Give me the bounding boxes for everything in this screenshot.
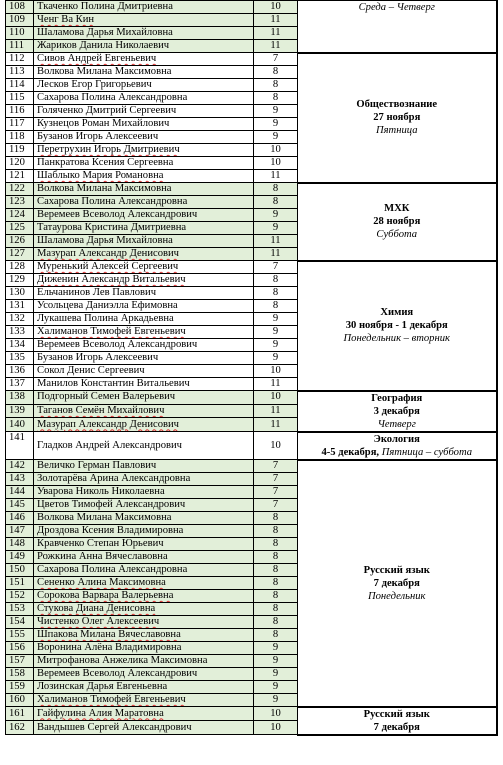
row-number: 154 [6,616,34,629]
student-name [34,14,254,27]
student-name [34,655,254,668]
student-name-text: Халиманов Тимофей Евгеньевич [37,326,186,337]
grade-cell: 7 [254,473,298,486]
olympiad-day: Понедельник [367,590,426,602]
student-name-text: Вандышев Сергей Александрович [37,721,192,733]
student-name [34,365,254,378]
row-number: 140 [6,418,34,432]
grade-cell: 8 [254,564,298,577]
row-number: 156 [6,642,34,655]
student-name-text: Цветов Тимофей Александрович [37,499,186,510]
student-name [34,222,254,235]
student-name-text: Гайфулина Алия Маратовна [37,707,164,719]
row-number: 141 [6,432,34,460]
grade-cell: 10 [254,432,298,460]
olympiad-info-geo [298,391,497,432]
student-name [34,378,254,391]
student-name-text: Величко Герман Павлович [37,460,157,471]
grade-cell: 8 [254,603,298,616]
grade-cell: 11 [254,378,298,391]
student-name-text: Рожкина Анна Вячеславовна [37,551,168,562]
olympiad-info-rus [298,460,497,707]
row-number: 159 [6,681,34,694]
student-name [34,499,254,512]
student-name-text: Лесков Егор Григорьевич [37,79,152,90]
student-name-text: Голяченко Дмитрий Сергеевич [37,105,177,116]
table-row [6,460,497,473]
student-name-text: Лукашева Полина Аркадьевна [37,313,174,324]
student-name [34,538,254,551]
student-name-text: Чистенко Олег Алексеевич [37,616,160,627]
grade-cell: 11 [254,170,298,183]
row-number: 109 [6,14,34,27]
student-name-text: Сененко Алина Максимовна [37,577,166,588]
student-name-text: Манилов Константин Витальевич [37,378,190,389]
row-number: 149 [6,551,34,564]
row-number: 131 [6,300,34,313]
student-name [34,183,254,196]
student-name-text: Ельчанинов Лев Павлович [37,287,157,298]
student-name-text: Шпакова Милана Вячеславовна [37,629,181,640]
row-number: 111 [6,40,34,53]
student-name [34,352,254,365]
olympiad-date: 7 декабря [373,577,420,589]
student-name [34,79,254,92]
table-row [6,183,497,196]
grade-cell: 9 [254,655,298,668]
student-name-text: Сорокова Варвара Валерьевна [37,590,174,601]
olympiad-day: Суббота [376,229,418,240]
grade-cell: 8 [254,525,298,538]
student-name [34,486,254,499]
row-number: 121 [6,170,34,183]
row-number: 144 [6,486,34,499]
student-name-text: Шаламова Дарья Михайловна [37,235,173,246]
olympiad-info-wed_thu [298,1,497,53]
student-name-text: Шаламова Дарья Михайловна [37,27,173,38]
olympiad-info-chem [298,261,497,391]
student-name-text: Сокол Денис Сергеевич [37,365,145,376]
student-name [34,53,254,66]
student-name [34,287,254,300]
student-name [34,694,254,707]
row-number: 128 [6,261,34,274]
student-name-text: Гладков Андрей Александрович [37,439,182,451]
grade-cell: 11 [254,404,298,418]
table-row [6,53,497,66]
grade-cell: 10 [254,1,298,14]
student-name [34,326,254,339]
grade-cell: 8 [254,274,298,287]
student-name-text: Кравченко Степан Юрьевич [37,538,164,549]
student-name [34,564,254,577]
student-name-text: Бузанов Игорь Алексеевич [37,352,159,363]
student-name [34,92,254,105]
grade-cell: 10 [254,157,298,170]
olympiad-date: 7 декабря [373,721,420,733]
grade-cell: 10 [254,721,298,735]
student-name-text: Жариков Данила Николаевич [37,40,170,51]
student-name [34,525,254,538]
student-name-text: Мазурап Александр Денисович [37,418,180,430]
grade-cell: 10 [254,391,298,405]
olympiad-date-line [302,446,492,459]
row-number: 150 [6,564,34,577]
row-number: 115 [6,92,34,105]
row-number: 130 [6,287,34,300]
student-name-text: Дроздова Ксения Владимировна [37,525,184,536]
student-name [34,577,254,590]
student-name-text: Золотарёва Арина Александровна [37,473,191,484]
student-name [34,707,254,721]
row-number: 143 [6,473,34,486]
row-number: 137 [6,378,34,391]
student-name [34,209,254,222]
student-name-text: Шаблыко Мария Романовна [37,170,164,181]
student-name [34,274,254,287]
olympiad-date: 30 ноября - 1 декабря [345,320,448,331]
student-name-text: Ченг Ва Кин [37,14,95,25]
row-number: 153 [6,603,34,616]
student-name [34,1,254,14]
table-row [6,707,497,721]
row-number: 151 [6,577,34,590]
table-row [6,1,497,14]
grade-cell: 8 [254,512,298,525]
row-number: 147 [6,525,34,538]
grade-cell: 10 [254,707,298,721]
olympiad-schedule-table [5,0,498,736]
grade-cell: 9 [254,352,298,365]
grade-cell: 7 [254,53,298,66]
row-number: 118 [6,131,34,144]
row-number: 110 [6,27,34,40]
student-name [34,339,254,352]
student-name [34,603,254,616]
student-name-text: Веремеев Всеволод Александрович [37,209,198,220]
student-name-text: Муренький Алексей Сергеевич [37,261,179,272]
row-number: 158 [6,668,34,681]
grade-cell: 11 [254,248,298,261]
student-name [34,418,254,432]
grade-cell: 9 [254,105,298,118]
student-name-text: Панкратова Ксения Сергеевна [37,157,174,168]
student-name [34,460,254,473]
row-number: 139 [6,404,34,418]
student-name [34,616,254,629]
grade-cell: 9 [254,222,298,235]
student-name-text: Лозинская Дарья Евгеньевна [37,681,168,692]
olympiad-subject: Русский язык [363,564,430,576]
olympiad-date: 28 ноября [373,216,421,227]
grade-cell: 8 [254,629,298,642]
grade-cell: 11 [254,235,298,248]
row-number: 119 [6,144,34,157]
student-name-text: Веремеев Всеволод Александрович [37,668,198,679]
grade-cell: 9 [254,339,298,352]
row-number: 113 [6,66,34,79]
row-number: 162 [6,721,34,735]
student-name [34,170,254,183]
olympiad-subject: Экология [373,433,420,445]
row-number: 127 [6,248,34,261]
table-row [6,432,497,460]
grade-cell: 11 [254,14,298,27]
grade-cell: 8 [254,551,298,564]
student-name-text: Веремеев Всеволод Александрович [37,339,198,350]
row-number: 145 [6,499,34,512]
grade-cell: 9 [254,131,298,144]
student-name-text: Усольцева Даниэлла Ефимовна [37,300,178,311]
grade-cell: 8 [254,300,298,313]
row-number: 148 [6,538,34,551]
schedule-body [6,1,497,735]
olympiad-day: Четверг [377,418,416,430]
grade-cell: 8 [254,66,298,79]
grade-cell: 10 [254,144,298,157]
row-number: 125 [6,222,34,235]
row-number: 160 [6,694,34,707]
student-name [34,261,254,274]
student-name [34,668,254,681]
student-name-text: Сивов Андрей Евгеньевич [37,53,157,64]
olympiad-info-mhk [298,183,497,261]
olympiad-day: Понедельник – вторник [343,333,450,344]
olympiad-info-social [298,53,497,183]
grade-cell: 8 [254,92,298,105]
row-number: 124 [6,209,34,222]
student-name [34,300,254,313]
student-name-text: Сахарова Полина Александровна [37,196,188,207]
row-number: 122 [6,183,34,196]
student-name [34,642,254,655]
grade-cell: 9 [254,668,298,681]
grade-cell: 8 [254,79,298,92]
student-name [34,721,254,735]
student-name-text: Перетрухин Игорь Дмитриевич [37,144,180,155]
grade-cell: 7 [254,499,298,512]
olympiad-day: Среда – Четверг [358,2,435,13]
student-name-text: Бузанов Игорь Алексеевич [37,131,159,142]
student-name [34,512,254,525]
row-number: 112 [6,53,34,66]
row-number: 108 [6,1,34,14]
row-number: 117 [6,118,34,131]
grade-cell: 11 [254,40,298,53]
student-name-text: Воронина Алёна Владимировна [37,642,182,653]
student-name-text: Волкова Милана Максимовна [37,512,172,523]
olympiad-date: 27 ноября [373,112,421,123]
row-number: 136 [6,365,34,378]
table-row [6,261,497,274]
olympiad-subject: Русский язык [363,708,430,720]
student-name [34,66,254,79]
student-name [34,235,254,248]
student-name-text: Халиманов Тимофей Евгеньевич [37,694,186,705]
student-name-text: Стукова Диана Денисовна [37,603,156,614]
student-name [34,551,254,564]
olympiad-date: 4-5 декабря, [321,446,380,458]
student-name-text: Кузнецов Роман Михайлович [37,118,170,129]
olympiad-subject: МХК [384,203,410,214]
student-name [34,144,254,157]
grade-cell: 8 [254,590,298,603]
grade-cell: 9 [254,209,298,222]
student-name-text: Татаурова Кристина Дмитриевна [37,222,187,233]
student-name [34,404,254,418]
row-number: 138 [6,391,34,405]
row-number: 146 [6,512,34,525]
olympiad-day: Пятница – суббота [381,446,473,458]
row-number: 161 [6,707,34,721]
grade-cell: 9 [254,681,298,694]
row-number: 142 [6,460,34,473]
student-name [34,313,254,326]
student-name [34,118,254,131]
student-name [34,590,254,603]
grade-cell: 8 [254,183,298,196]
student-name-text: Мазурап Александр Денисович [37,248,180,259]
row-number: 123 [6,196,34,209]
student-name [34,27,254,40]
grade-cell: 9 [254,326,298,339]
student-name-text: Таганов Семён Михайлович [37,404,165,416]
row-number: 114 [6,79,34,92]
grade-cell: 7 [254,460,298,473]
olympiad-subject: Обществознание [356,99,438,110]
grade-cell: 8 [254,616,298,629]
grade-cell: 7 [254,486,298,499]
student-name-text: Сахарова Полина Александровна [37,564,188,575]
student-name [34,157,254,170]
row-number: 116 [6,105,34,118]
olympiad-info-rus2 [298,707,497,735]
grade-cell: 8 [254,196,298,209]
student-name [34,681,254,694]
grade-cell: 9 [254,642,298,655]
student-name [34,196,254,209]
olympiad-date: 3 декабря [373,405,420,417]
grade-cell: 11 [254,418,298,432]
student-name-text: Волкова Милана Максимовна [37,183,172,194]
row-number: 152 [6,590,34,603]
student-name [34,473,254,486]
grade-cell: 8 [254,538,298,551]
grade-cell: 9 [254,694,298,707]
row-number: 132 [6,313,34,326]
olympiad-subject: География [371,392,423,404]
student-name [34,432,254,460]
student-name-text: Уварова Николь Николаевна [37,486,165,497]
row-number: 157 [6,655,34,668]
student-name-text: Подгорный Семен Валерьевич [37,391,176,403]
grade-cell: 9 [254,118,298,131]
grade-cell: 8 [254,287,298,300]
row-number: 135 [6,352,34,365]
olympiad-info-eco [298,432,497,460]
grade-cell: 8 [254,577,298,590]
student-name-text: Волкова Милана Максимовна [37,66,172,77]
grade-cell: 7 [254,261,298,274]
grade-cell: 9 [254,313,298,326]
grade-cell: 11 [254,27,298,40]
row-number: 133 [6,326,34,339]
row-number: 155 [6,629,34,642]
row-number: 126 [6,235,34,248]
student-name [34,248,254,261]
olympiad-day: Пятница [375,125,418,136]
student-name-text: Ткаченко Полина Дмитриевна [37,1,173,12]
olympiad-subject: Химия [380,307,414,318]
row-number: 120 [6,157,34,170]
row-number: 134 [6,339,34,352]
student-name [34,391,254,405]
table-row [6,391,497,405]
student-name [34,131,254,144]
student-name-text: Митрофанова Анжелика Максимовна [37,655,208,666]
grade-cell: 10 [254,365,298,378]
student-name [34,40,254,53]
student-name [34,105,254,118]
student-name-text: Сахарова Полина Александровна [37,92,188,103]
student-name [34,629,254,642]
row-number: 129 [6,274,34,287]
student-name-text: Диженин Александр Витальевич [37,274,186,285]
